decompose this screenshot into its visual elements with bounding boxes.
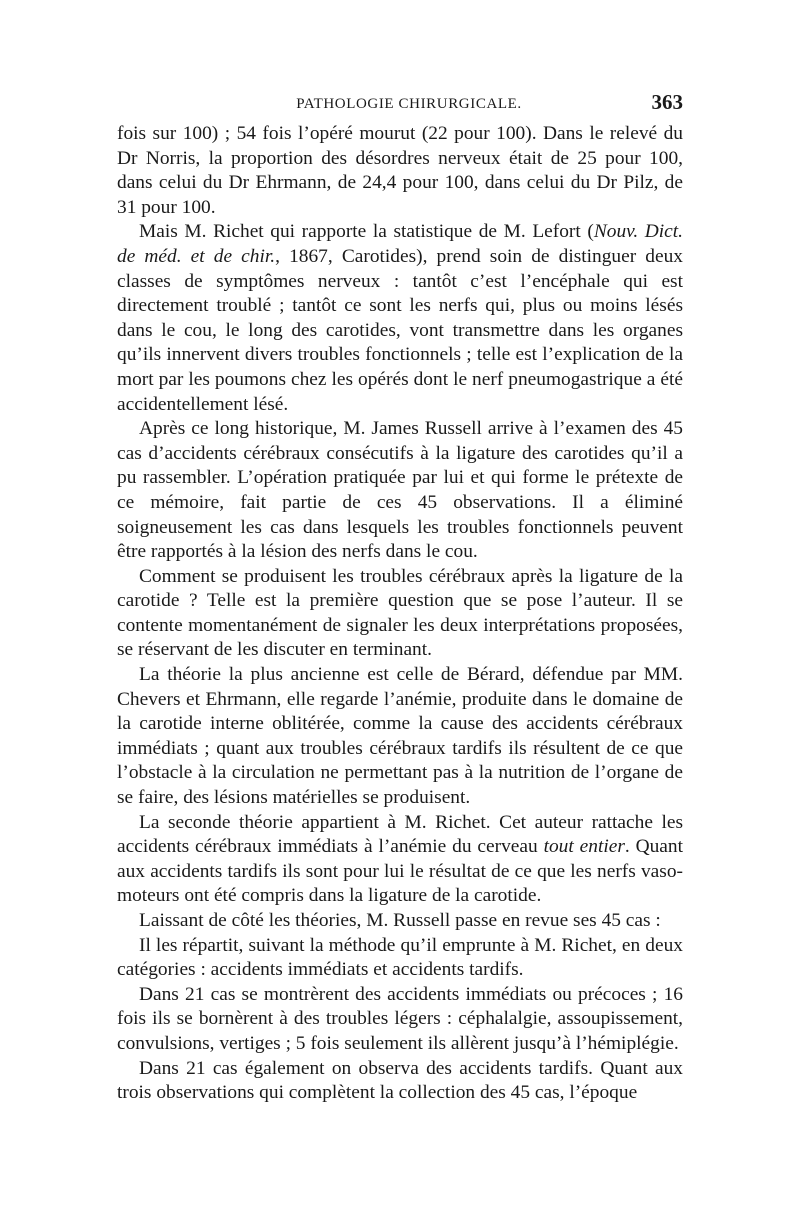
paragraph-text: Dans 21 cas se montrèrent des accidents immédiats ou précoces ; 16 fois ils se bornèrent à des troubles légers : céphalalgie, assoupissement, convulsions, vertiges ; 5 fois seulement ils allèrent jusqu’à l’hémiplégie.	[117, 983, 683, 1054]
paragraph-text: Dans 21 cas également on observa des accidents tardifs. Quant aux trois observations qui complètent la collection des 45 cas, l’époque	[117, 1057, 683, 1104]
paragraph	[117, 983, 683, 1057]
paragraph-text: La théorie la plus ancienne est celle de Bérard, défendue par MM. Chevers et Ehrmann, elle regarde l’anémie, produite dans le domaine de la carotide interne oblitérée, comme la cause des accidents cérébraux immédiats ; quant aux troubles cérébraux tardifs ils résultent de ce que l’obstacle à la circulation ne permettant pas à la nutrition de l’organe de se faire, des lésions matérielles se produisent.	[117, 664, 683, 809]
body-text	[117, 122, 683, 1106]
paragraph-text: Après ce long historique, M. James Russell arrive à l’examen des 45 cas d’accidents cérébraux consécutifs à la ligature des carotides qu’il a pu rassembler. L’opération pratiquée par lui et qui forme le prétexte de ce mémoire, fait partie de ces 45 observations. Il a éliminé soigneusement les cas dans lesquels les troubles fonctionnels peuvent être rapportés à la lésion des nerfs dans le cou.	[117, 418, 683, 563]
emphasis-text: tout entier	[543, 836, 625, 858]
paragraph	[117, 811, 683, 909]
paragraph-text: La seconde théorie appartient à M. Richet. Cet auteur rattache les accidents cérébraux immédiats à l’anémie du cerveau	[117, 811, 683, 858]
running-title: PATHOLOGIE CHIRURGICALE.	[296, 96, 522, 112]
paragraph-text: Mais M. Richet qui rapporte la statistique de M. Lefort (	[139, 221, 594, 243]
paragraph-text: fois sur 100) ; 54 fois l’opéré mourut (22 pour 100). Dans le relevé du Dr Norris, la proportion des désordres nerveux était de 25 pour 100, dans celui du Dr Ehrmann, de 24,4 pour 100, dans celui du Dr Pilz, de 31 pour 100.	[117, 123, 683, 218]
paragraph-text: Laissant de côté les théories, M. Russell passe en revue ses 45 cas :	[139, 910, 661, 931]
paragraph	[117, 663, 683, 811]
paragraph	[117, 934, 683, 983]
citation-title: Nouv. Dict. de méd. et de chir.	[117, 221, 684, 267]
running-head	[117, 88, 683, 118]
paragraph	[117, 909, 683, 934]
book-page	[117, 88, 683, 1106]
paragraph	[117, 565, 683, 663]
paragraph-text: Comment se produisent les troubles cérébraux après la ligature de la carotide ? Telle est la première question que se pose l’auteur. Il se contente momentanément de signaler les deux interprétations proposées, se réservant de les discuter en terminant.	[117, 565, 683, 661]
paragraph	[117, 417, 683, 565]
paragraph	[117, 220, 683, 417]
paragraph	[117, 122, 683, 220]
paragraph	[117, 1057, 683, 1106]
page-number: 363	[651, 90, 683, 114]
paragraph-text: . Quant aux accidents tardifs ils sont pour lui le résultat de ce que les nerfs vaso-moteurs ont été compris dans la ligature de la carotide.	[117, 836, 683, 907]
paragraph-text: , 1867, Carotides), prend soin de distinguer deux classes de symptômes nerveux : tantôt c’est l’encéphale qui est directement troublé ; tantôt ce sont les nerfs qui, plus ou moins lésés dans le cou, le long des carotides, vont transmettre dans les organes qu’ils innervent divers troubles fonctionnels ; telle est l’explication de la mort par les poumons chez les opérés dont le nerf pneumogastrique a été accidentellement lésé.	[117, 245, 683, 415]
paragraph-text: Il les répartit, suivant la méthode qu’il emprunte à M. Richet, en deux catégories : accidents immédiats et accidents tardifs.	[117, 934, 683, 981]
